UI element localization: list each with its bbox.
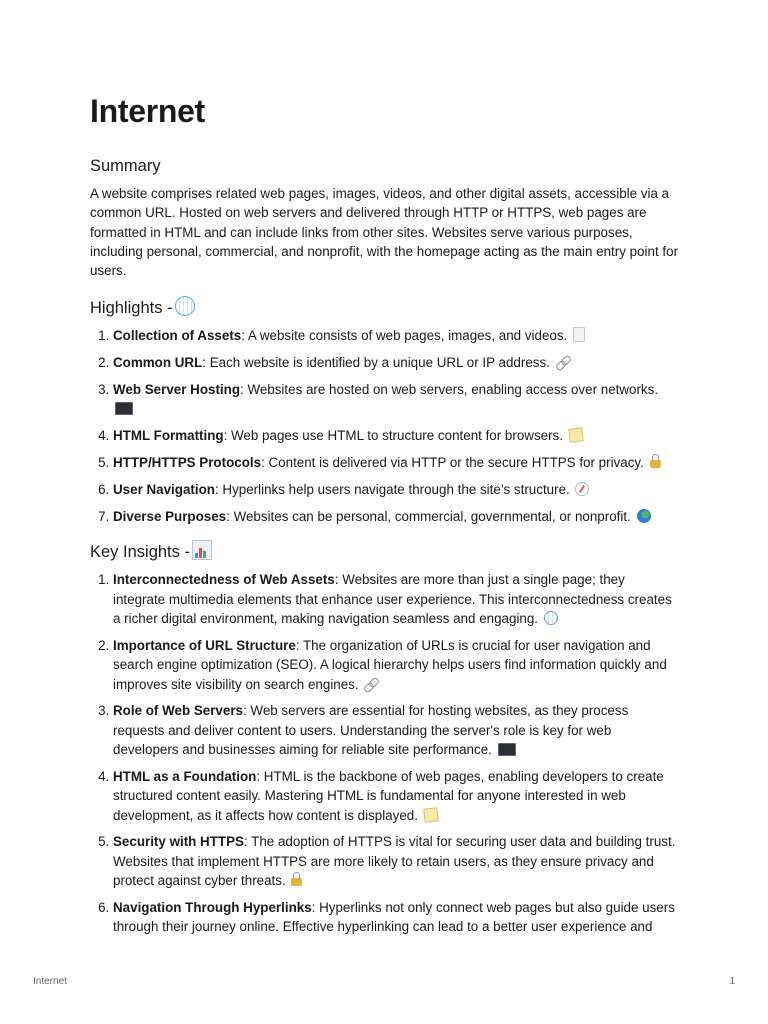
globe-icon [175,296,195,316]
page-icon [573,327,585,342]
key-insights-list [90,570,680,937]
footer-title: Internet [33,976,67,987]
document-title: Internet [90,93,205,129]
globe-icon [544,611,558,625]
highlight-item: 3. Web Server Hosting: Websites are hosted on web servers, enabling access over networks. [113,380,680,418]
summary-heading: Summary [90,157,161,175]
highlight-item: 6. User Navigation: Hyperlinks help users navigate through the site’s structure. [113,480,680,499]
memo-icon [423,807,438,822]
document-page [90,92,680,951]
insight-item: 6. Navigation Through Hyperlinks: Hyperlinks not only connect web pages but also guide users through their journey online. Effective hyperlinking can lead to a better user experience and [113,898,680,937]
highlight-item: 7. Diverse Purposes: Websites can be personal, commercial, governmental, or nonprofit. [113,507,680,526]
monitor-icon [498,743,516,756]
key-insights-heading: Key Insights - [90,540,680,562]
link-icon [364,677,378,691]
page-number: 1 [729,976,735,987]
link-icon [556,355,570,369]
insight-item: 5. Security with HTTPS: The adoption of HTTPS is vital for securing user data and building trust. Websites that implement HTTPS are more likely to retain users, as they ensure privacy and protect against cyber threats. [113,832,680,891]
lock-icon [291,878,302,886]
memo-icon [568,428,583,443]
insight-item: 4. HTML as a Foundation: HTML is the backbone of web pages, enabling developers to create structured content easily. Mastering HTML is fundamental for anyone interested in web development, as it affects how content is displayed. [113,767,680,826]
highlight-item: 2. Common URL: Each website is identified by a unique URL or IP address. [113,353,680,372]
highlights-heading: Highlights - [90,296,680,318]
insight-item: 3. Role of Web Servers: Web servers are essential for hosting websites, as they process requests and deliver content to users. Understanding the server's role is key for web developers and businesses aiming for reliable site performance. [113,701,680,760]
summary-text: A website comprises related web pages, images, videos, and other digital assets, accessible via a common URL. Hosted on web servers and delivered through HTTP or HTTPS, web pages are formatted in HTML and can include links from other sites. Websites serve various purposes, including personal, commercial, and nonprofit, with the homepage acting as the main entry point for users. [90,186,679,279]
highlight-item: 4. HTML Formatting: Web pages use HTML to structure content for browsers. [113,426,680,445]
earth-icon [637,509,651,523]
highlight-item: 1. Collection of Assets: A website consists of web pages, images, and videos. [113,326,680,345]
highlights-list [90,326,680,526]
compass-icon [575,482,589,496]
lock-icon [650,460,661,468]
bar-chart-icon [192,540,212,560]
insight-item: 2. Importance of URL Structure: The organization of URLs is crucial for user navigation and search engine optimization (SEO). A logical hierarchy helps users find information quickly and improves site visibility on search engines. [113,636,680,695]
insight-item: 1. Interconnectedness of Web Assets: Websites are more than just a single page; they integrate multimedia elements that enhance user experience. This interconnectedness creates a richer digital environment, making navigation seamless and engaging. [113,570,680,629]
monitor-icon [115,402,133,415]
highlight-item: 5. HTTP/HTTPS Protocols: Content is delivered via HTTP or the secure HTTPS for privacy. [113,453,680,472]
